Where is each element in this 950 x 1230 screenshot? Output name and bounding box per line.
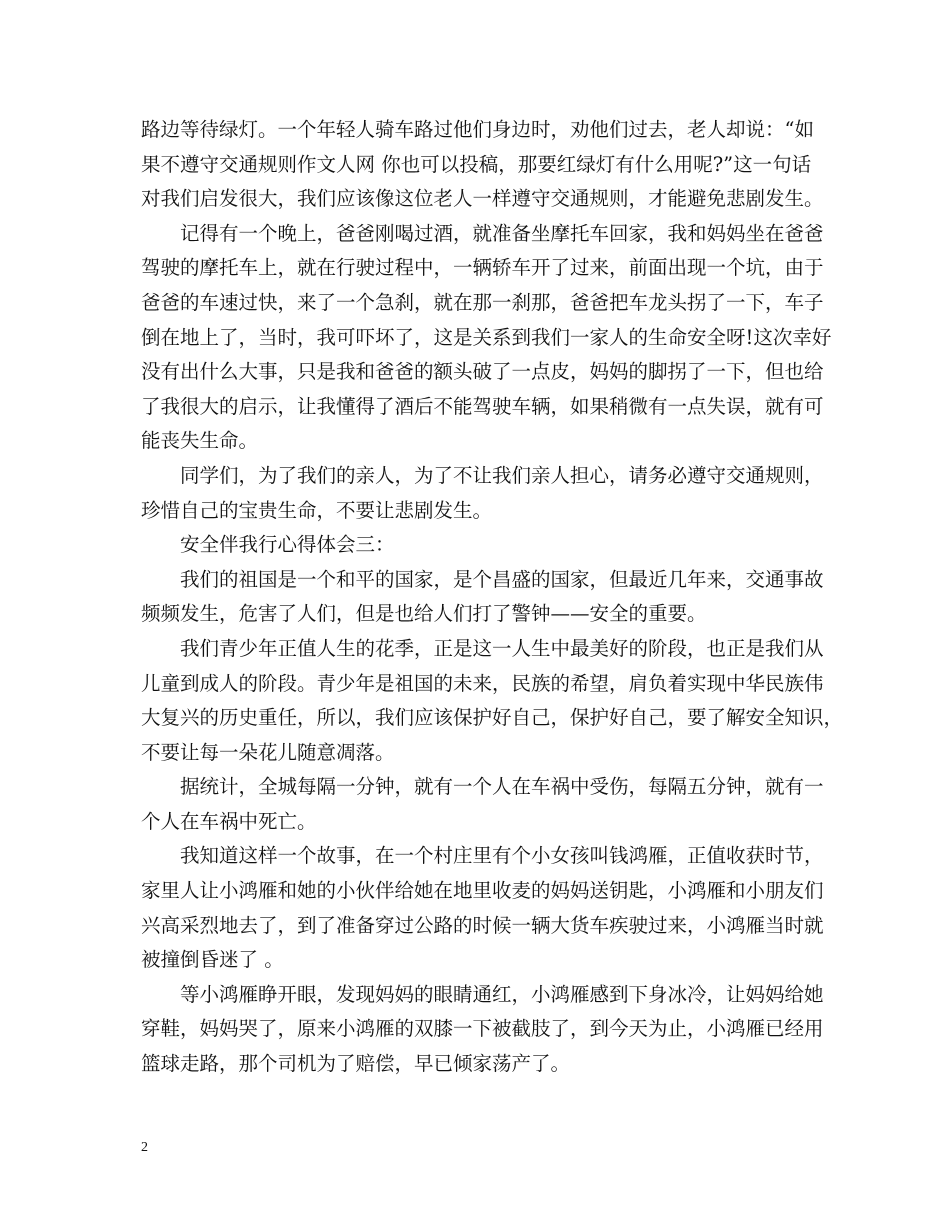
- text-line: 没有出什么大事，只是我和爸爸的额头破了一点皮，妈妈的脚拐了一下，但也给: [141, 360, 824, 384]
- text-line: 了我很大的启示，让我懂得了酒后不能驾驶车辆，如果稍微有一点失误，就有可: [141, 394, 824, 418]
- text-line: 频频发生，危害了人们，但是也给人们打了警钟——安全的重要。: [141, 602, 707, 626]
- text-line: 不要让每一朵花儿随意凋落。: [141, 740, 395, 764]
- text-line: 兴高采烈地去了，到了准备穿过公路的时候一辆大货车疾驶过来，小鸿雁当时就: [141, 913, 824, 937]
- text-line: 家里人让小鸿雁和她的小伙伴给她在地里收麦的妈妈送钥匙，小鸿雁和小朋友们: [141, 879, 824, 903]
- text-line: 我知道这样一个故事，在一个村庄里有个小女孩叫钱鸿雁，正值收获时节，: [180, 844, 824, 868]
- text-line: 倒在地上了，当时，我可吓坏了，这是关系到我们一家人的生命安全呀!这次幸好: [141, 325, 832, 349]
- text-line: 驾驶的摩托车上，就在行驶过程中，一辆轿车开了过来，前面出现一个坑，由于: [141, 256, 824, 280]
- text-line: 对我们启发很大，我们应该像这位老人一样遵守交通规则，才能避免悲剧发生。: [141, 187, 824, 211]
- text-line: 路边等待绿灯。一个年轻人骑车路过他们身边时，劝他们过去，老人却说：“如: [141, 118, 814, 141]
- text-line: 个人在车祸中死亡。: [141, 809, 317, 833]
- text-line: 等小鸿雁睁开眼，发现妈妈的眼睛通红，小鸿雁感到下身冰冷，让妈妈给她: [180, 982, 824, 1006]
- text-line: 据统计，全城每隔一分钟，就有一个人在车祸中受伤，每隔五分钟，就有一: [180, 775, 824, 799]
- text-line: 珍惜自己的宝贵生命，不要让悲剧发生。: [141, 498, 493, 522]
- text-line: 爸爸的车速过快，来了一个急刹，就在那一刹那，爸爸把车龙头拐了一下，车子: [141, 290, 824, 314]
- text-line: 安全伴我行心得体会三：: [180, 533, 395, 557]
- text-line: 穿鞋，妈妈哭了，原来小鸿雁的双膝一下被截肢了，到今天为止，小鸿雁已经用: [141, 1017, 824, 1041]
- text-line: 记得有一个晚上，爸爸刚喝过酒，就准备坐摩托车回家，我和妈妈坐在爸爸: [180, 221, 824, 245]
- text-line: 果不遵守交通规则作文人网 你也可以投稿，那要红绿灯有什么用呢?”这一句话: [141, 152, 812, 176]
- text-line: 我们的祖国是一个和平的国家，是个昌盛的国家，但最近几年来，交通事故: [180, 567, 824, 591]
- text-line: 大复兴的历史重任，所以，我们应该保护好自己，保护好自己，要了解安全知识，: [141, 706, 844, 730]
- page-number: 2: [141, 1140, 148, 1155]
- text-line: 儿童到成人的阶段。青少年是祖国的未来，民族的希望，肩负着实现中华民族伟: [141, 671, 824, 695]
- text-line: 能丧失生命。: [141, 429, 259, 453]
- text-line: 被撞倒昏迷了 。: [141, 948, 284, 972]
- text-line: 我们青少年正值人生的花季，正是这一人生中最美好的阶段，也正是我们从: [180, 636, 824, 660]
- text-line: 同学们，为了我们的亲人，为了不让我们亲人担心，请务必遵守交通规则，: [180, 463, 824, 487]
- text-line: 篮球走路，那个司机为了赔偿，早已倾家荡产了。: [141, 1052, 571, 1076]
- body-text: [141, 113, 844, 1082]
